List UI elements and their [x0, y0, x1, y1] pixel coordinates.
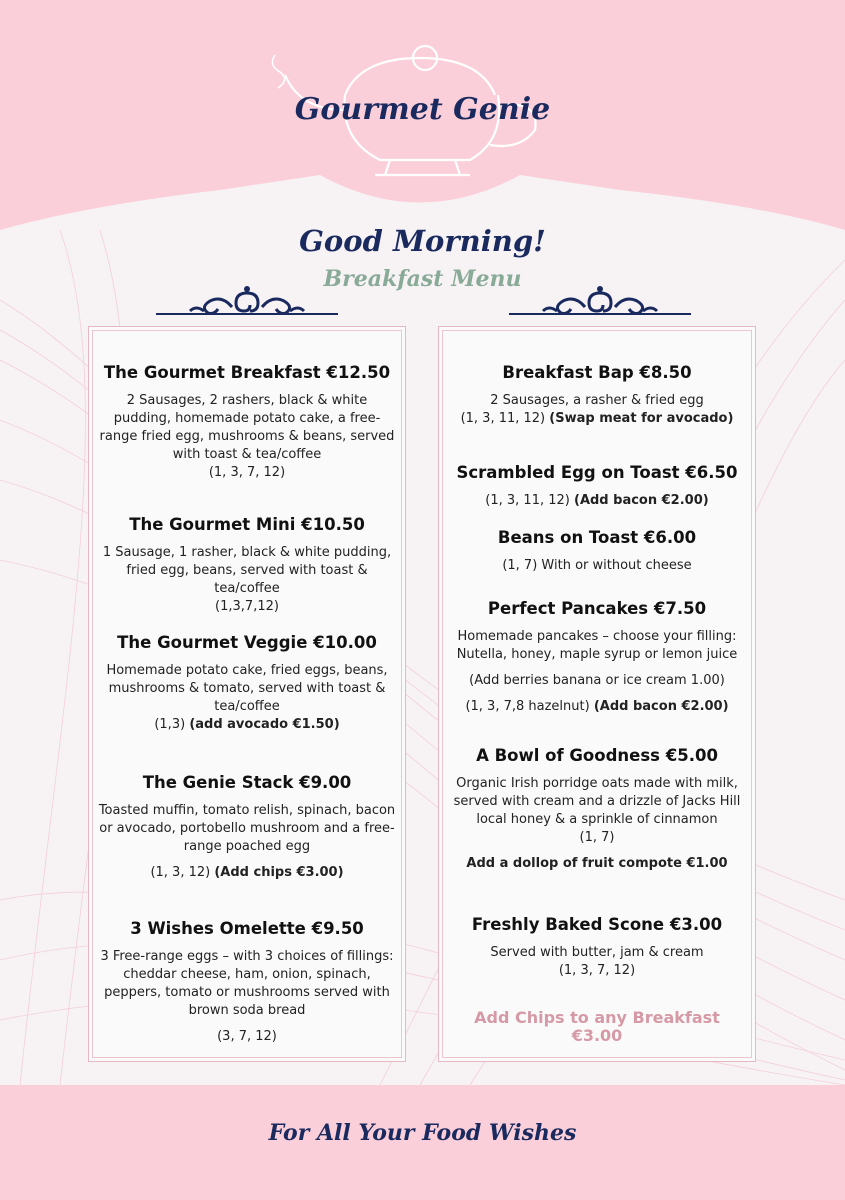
menu-panel-left [88, 326, 406, 1062]
item-addon: (Add bacon €2.00) [593, 699, 729, 714]
item-allergens: (1, 3, 12) [150, 865, 211, 880]
item-title: Beans on Toast €6.00 [497, 528, 697, 547]
chips-note-text: Add Chips to any Breakfast €3.00 [474, 1008, 720, 1045]
item-allergens: (1, 7) [502, 558, 538, 573]
item-description: 2 Sausages, 2 rashers, black & white pudding, homemade potato cake, a free-range fried egg, mushrooms & beans, served with toast & tea/coffee [99, 393, 395, 462]
menu-item [97, 773, 397, 882]
ornament-divider-right [505, 285, 695, 319]
menu-item [97, 515, 397, 616]
item-description: Toasted muffin, tomato relish, spinach, bacon or avocado, portobello mushroom and a free-range poached egg [98, 803, 396, 854]
item-allergens: (1, 7) [579, 830, 615, 845]
item-addon: (Add chips €3.00) [214, 865, 344, 880]
item-description: Served with butter, jam & cream [490, 945, 704, 960]
item-allergens-line [447, 698, 747, 716]
item-addon-note: (Add berries banana or ice cream 1.00) [469, 673, 725, 688]
footer-tagline: For All Your Food Wishes [268, 1120, 577, 1146]
menu-item [97, 919, 397, 1046]
item-title: A Bowl of Goodness €5.00 [476, 746, 718, 765]
menu-item [97, 633, 397, 734]
item-allergens: (1, 3, 7,8 hazelnut) [465, 699, 590, 714]
menu-panel-right [438, 326, 756, 1062]
item-addon: Add a dollop of fruit compote €1.00 [466, 856, 728, 871]
ornament-divider-left [152, 285, 342, 319]
item-allergens: (3, 7, 12) [217, 1029, 277, 1044]
item-allergens-line [97, 864, 397, 882]
menu-subtitle: Breakfast Menu [323, 266, 522, 292]
item-allergens: (1, 3, 11, 12) [485, 493, 570, 508]
menu-item [447, 599, 747, 716]
item-allergens: (1,3) [154, 717, 186, 732]
item-addon: (add avocado €1.50) [189, 717, 340, 732]
brand-logo-text: Gourmet Genie [294, 92, 551, 127]
item-allergens: (1,3,7,12) [215, 599, 279, 614]
item-title: 3 Wishes Omelette €9.50 [130, 919, 364, 938]
item-title: The Gourmet Mini €10.50 [129, 515, 365, 534]
item-note: With or without cheese [541, 558, 692, 573]
menu-item [447, 915, 747, 980]
item-allergens-line [447, 492, 747, 510]
item-description: 3 Free-range eggs – with 3 choices of fillings: cheddar cheese, ham, onion, spinach, peppers, tomato or mushrooms served with brown soda bread [100, 949, 394, 1018]
menu-item [447, 463, 747, 510]
item-title: The Gourmet Veggie €10.00 [117, 633, 377, 652]
item-addon: (Swap meat for avocado) [549, 411, 734, 426]
item-description: 1 Sausage, 1 rasher, black & white pudding, fried egg, beans, served with toast & tea/coffee [102, 545, 392, 596]
item-allergens-line [97, 716, 397, 734]
page-title: Good Morning! [299, 224, 546, 258]
item-title: The Genie Stack €9.00 [142, 773, 352, 792]
item-description: 2 Sausages, a rasher & fried egg [490, 393, 704, 408]
item-title: Freshly Baked Scone €3.00 [471, 915, 723, 934]
item-allergens: (1, 3, 7, 12) [208, 465, 286, 480]
chips-note [447, 1009, 747, 1045]
item-allergens-line [447, 557, 747, 575]
item-description: Homemade potato cake, fried eggs, beans, mushrooms & tomato, served with toast & tea/coffee [106, 663, 388, 714]
menu-item [447, 746, 747, 873]
item-allergens: (1, 3, 7, 12) [558, 963, 636, 978]
item-title: Breakfast Bap €8.50 [502, 363, 692, 382]
item-description: Organic Irish porridge oats made with milk, served with cream and a drizzle of Jacks Hill local honey & a sprinkle of cinnamon [453, 776, 741, 827]
item-title: Perfect Pancakes €7.50 [487, 599, 707, 618]
menu-item [97, 363, 397, 482]
item-allergens-line [447, 410, 747, 428]
menu-item [447, 528, 747, 575]
item-title: Scrambled Egg on Toast €6.50 [456, 463, 738, 482]
item-title: The Gourmet Breakfast €12.50 [103, 363, 391, 382]
item-allergens: (1, 3, 11, 12) [460, 411, 546, 426]
menu-item [447, 363, 747, 428]
item-description: Homemade pancakes – choose your filling: Nutella, honey, maple syrup or lemon juice [456, 629, 738, 662]
item-addon: (Add bacon €2.00) [574, 493, 709, 508]
